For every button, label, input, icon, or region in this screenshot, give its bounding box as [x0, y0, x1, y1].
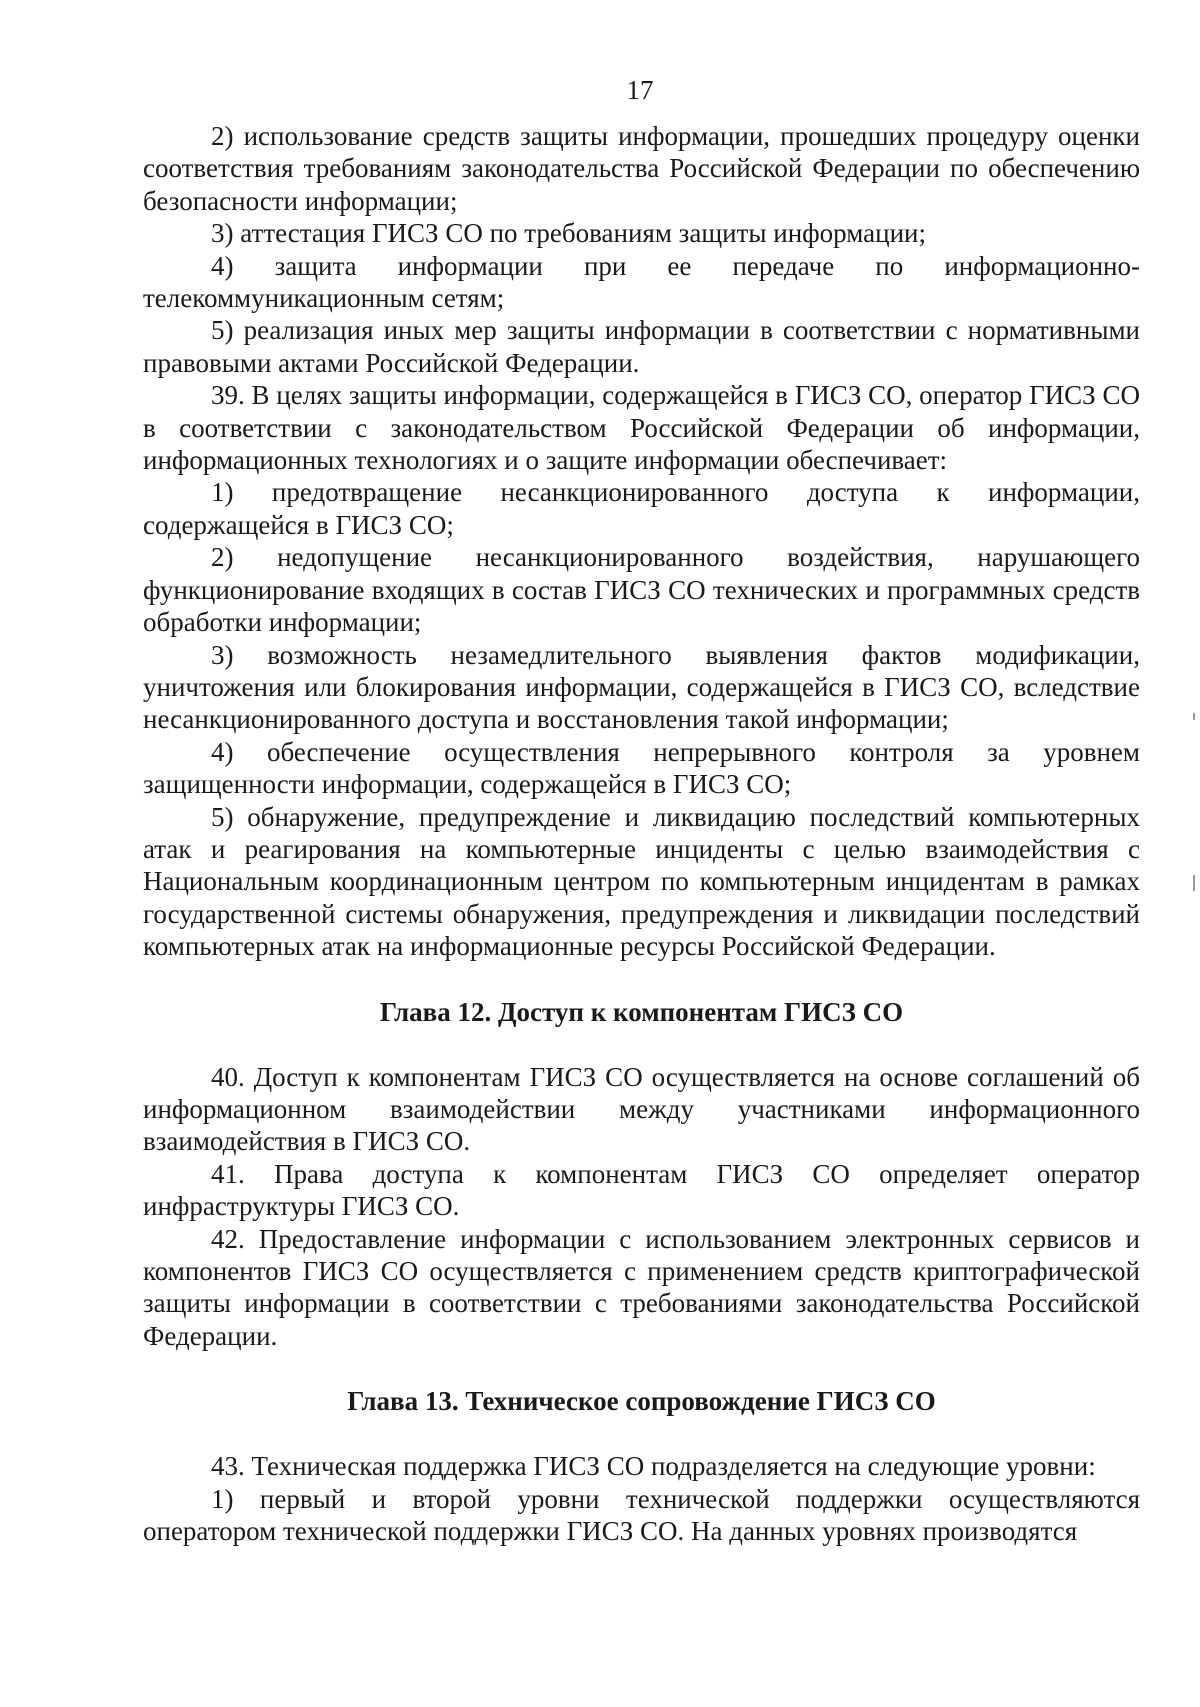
paragraph: 41. Права доступа к компонентам ГИСЗ СО определяет оператор инфраструктуры ГИСЗ СО. [143, 1158, 1140, 1222]
paragraph: 5) реализация иных мер защиты информации в соответствии с нормативными правовыми актами Российской Федерации. [143, 315, 1140, 378]
paragraph: 4) защита информации при ее передаче по информационно-телекоммуникационным сетям; [143, 250, 1140, 314]
paragraph: 42. Предоставление информации с использованием электронных сервисов и компонентов ГИСЗ СО осуществляется с применением средств криптографической защиты информации в соответствии с требованиями законодательства Российской Федерации. [143, 1223, 1140, 1351]
chapter-13-title: Глава 13. Техническое сопровождение ГИСЗ СО [347, 1386, 936, 1417]
chapter-12-title: Глава 12. Доступ к компонентам ГИСЗ СО [379, 996, 904, 1027]
paragraph: 5) обнаружение, предупреждение и ликвидацию последствий компьютерных атак и реагирования на компьютерные инциденты с целью взаимодействия с Национальным координационным центром по компьютерным инцидентам в рамках государственной системы обнаружения, предупреждения и ликвидации последствий компьютерных атак на информационные ресурсы Российской Федерации. [143, 801, 1140, 962]
paragraph: 1) предотвращение несанкционированного доступа к информации, содержащейся в ГИСЗ СО; [143, 477, 1140, 540]
document-body [143, 120, 1140, 1547]
paragraph: 3) возможность незамедлительного выявления фактов модификации, уничтожения или блокирования информации, содержащейся в ГИСЗ СО, вследствие несанкционированного доступа и восстановления такой информации; [143, 639, 1140, 735]
paragraph: 3) аттестация ГИСЗ СО по требованиям защиты информации; [211, 218, 926, 249]
scan-artifact-mark [1193, 875, 1195, 891]
scan-artifact-mark [1193, 713, 1195, 720]
paragraph: 39. В целях защиты информации, содержащейся в ГИСЗ СО, оператор ГИСЗ СО в соответствии с законодательством Российской Федерации об информации, информационных технологиях и о защите информации обеспечивает: [143, 380, 1140, 476]
paragraph: 40. Доступ к компонентам ГИСЗ СО осуществляется на основе соглашений об информационном взаимодействии между участниками информационного взаимодействия в ГИСЗ СО. [143, 1061, 1140, 1157]
paragraph: 4) обеспечение осуществления непрерывного контроля за уровнем защищенности информации, содержащейся в ГИСЗ СО; [143, 736, 1140, 800]
paragraph: 2) использование средств защиты информации, прошедших процедуру оценки соответствия требованиям законодательства Российской Федерации по обеспечению безопасности информации; [143, 121, 1140, 216]
paragraph: 2) недопущение несанкционированного воздействия, нарушающего функционирование входящих в состав ГИСЗ СО технических и программных средств обработки информации; [143, 542, 1140, 638]
page-number: 17 [626, 75, 654, 105]
paragraph: 1) первый и второй уровни технической поддержки осуществляются оператором технической поддержки ГИСЗ СО. На данных уровнях производятся [143, 1483, 1140, 1547]
paragraph: 43. Техническая поддержка ГИСЗ СО подразделяется на следующие уровни: [211, 1451, 1096, 1482]
